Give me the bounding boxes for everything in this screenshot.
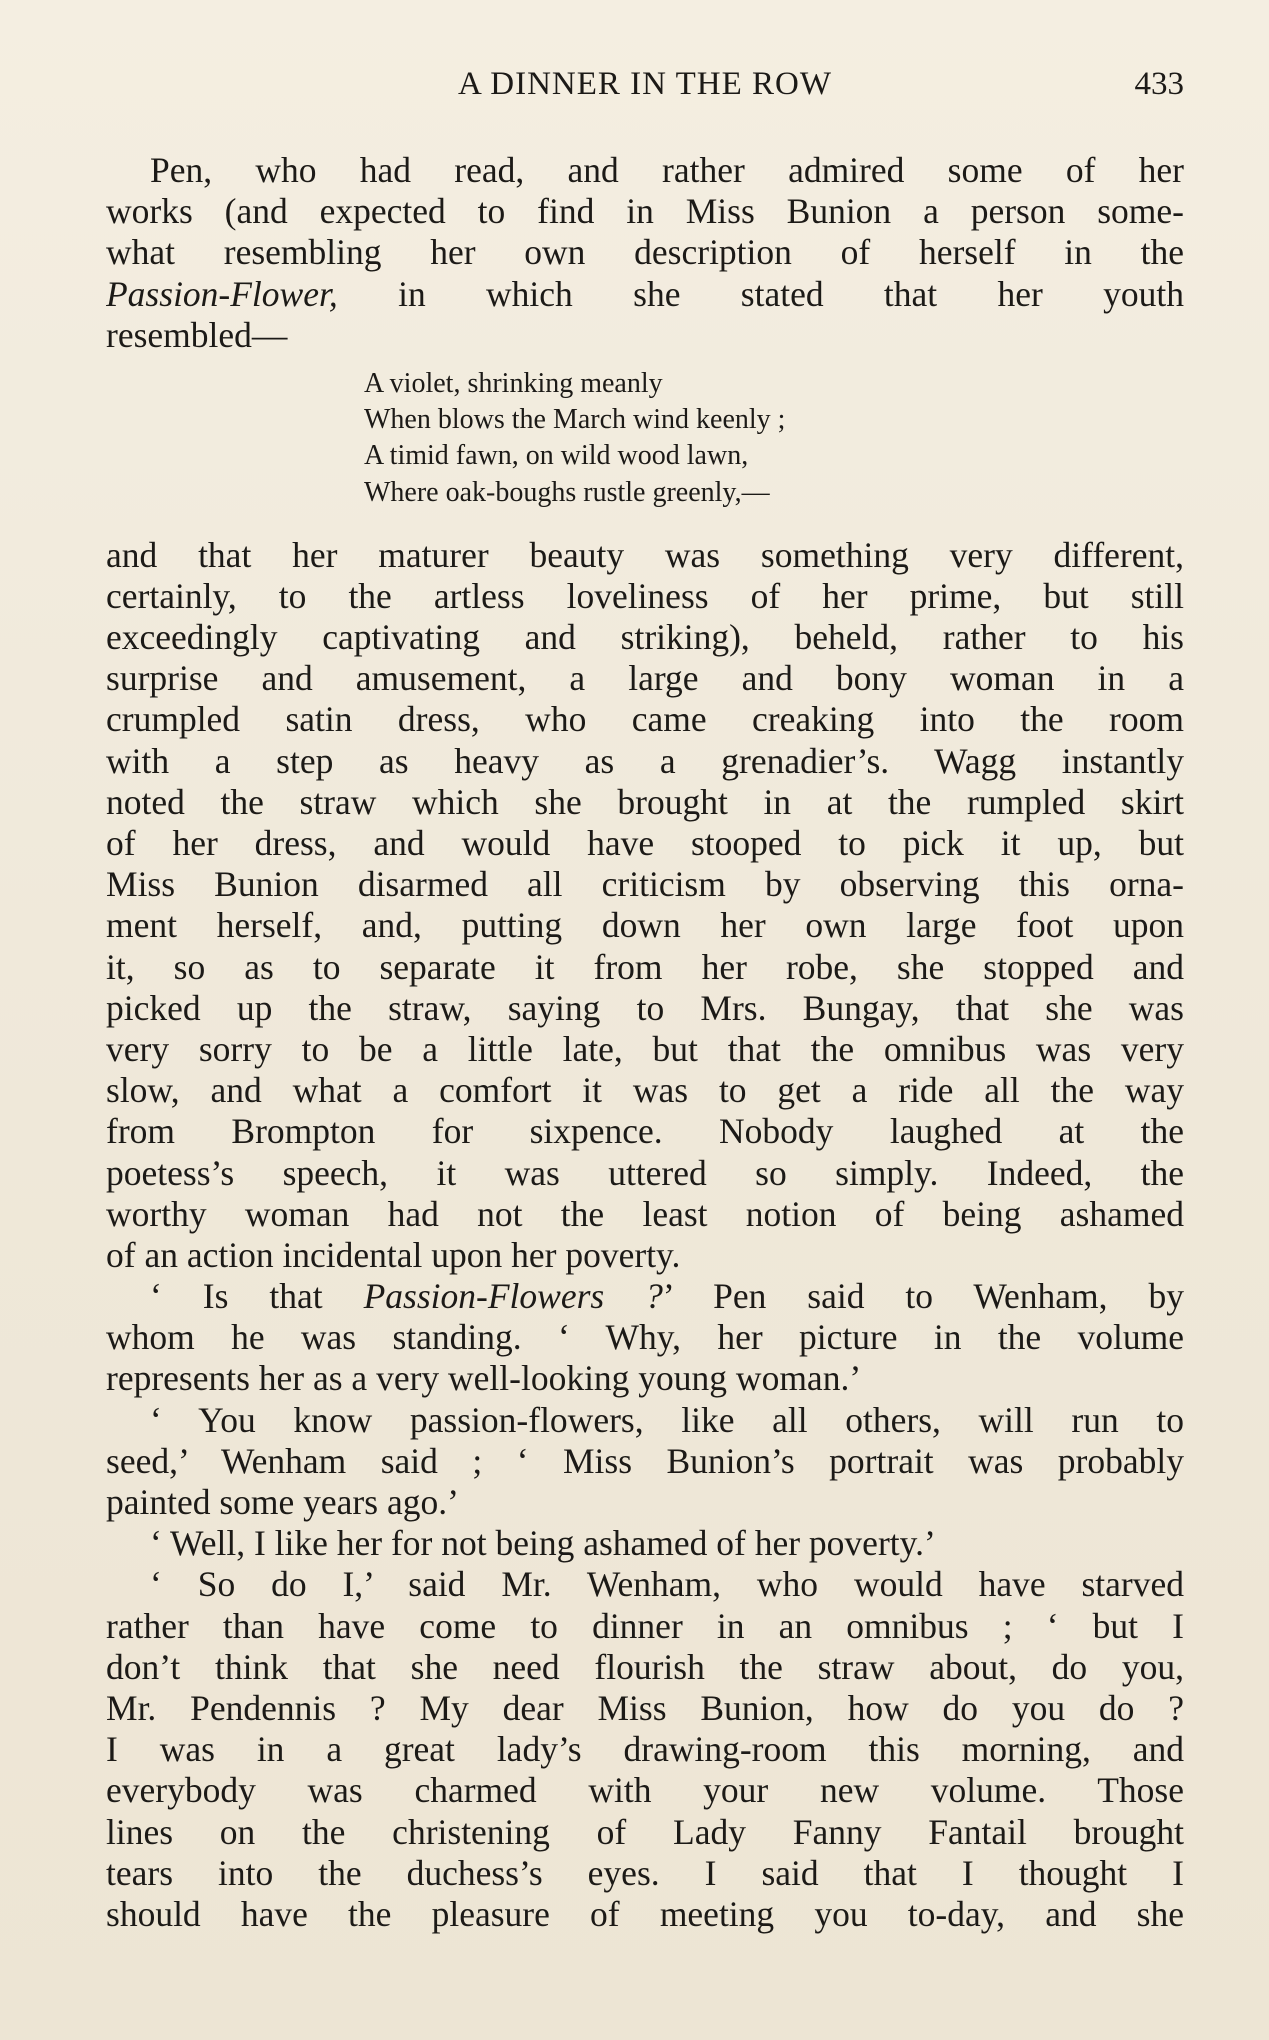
paragraph bbox=[106, 150, 1184, 356]
text-line: exceedingly captivating and striking), beheld, rather to his bbox=[106, 617, 1184, 658]
text-line: ‘ Well, I like her for not being ashamed of her poverty.’ bbox=[150, 1523, 936, 1564]
text-line: Mr. Pendennis ? My dear Miss Bunion, how do you do ? bbox=[106, 1687, 1184, 1728]
text-line: represents her as a very well-looking young woman.’ bbox=[106, 1358, 862, 1399]
body-text bbox=[106, 150, 1184, 1935]
verse-line: Where oak-boughs rustle greenly,— bbox=[364, 476, 770, 508]
text-line: everybody was charmed with your new volume. Those bbox=[106, 1770, 1184, 1811]
text-span: in which she stated that her youth bbox=[398, 273, 1184, 314]
text-line: worthy woman had not the least notion of being ashamed bbox=[106, 1193, 1184, 1234]
verse-line: A timid fawn, on wild wood lawn, bbox=[364, 440, 749, 472]
text-line: don’t think that she need flourish the straw about, do you, bbox=[106, 1646, 1184, 1687]
text-line: tears into the duchess’s eyes. I said that I thought I bbox=[106, 1852, 1184, 1893]
text-line: seed,’ Wenham said ; ‘ Miss Bunion’s portrait was probably bbox=[106, 1440, 1184, 1481]
paragraph bbox=[106, 1400, 1184, 1524]
paragraph bbox=[106, 535, 1184, 1276]
text-line: of her dress, and would have stooped to pick it up, but bbox=[106, 823, 1184, 863]
text-line: should have the pleasure of meeting you to-day, and she bbox=[106, 1893, 1184, 1934]
text-line: works (and expected to find in Miss Bunion a person some- bbox=[106, 191, 1184, 232]
italic-title: Passion-Flower, bbox=[106, 273, 338, 314]
text-line: whom he was standing. ‘ Why, her picture in the volume bbox=[106, 1317, 1184, 1358]
text-line: resembled— bbox=[106, 314, 288, 355]
verse-line: When blows the March wind keenly ; bbox=[364, 404, 786, 436]
text-line: surprise and amusement, a large and bony woman in a bbox=[106, 658, 1184, 699]
text-span: ‘ Is that bbox=[150, 1276, 323, 1317]
verse-quote bbox=[106, 356, 1184, 535]
text-span: ’ Pen said to Wenham, by bbox=[662, 1276, 1184, 1317]
text-line: Miss Bunion disarmed all criticism by observing this orna- bbox=[106, 864, 1184, 905]
text-line: ‘ So do I,’ said Mr. Wenham, who would have starved bbox=[150, 1564, 1184, 1605]
text-line: poetess’s speech, it was uttered so simply. Indeed, the bbox=[106, 1152, 1184, 1193]
paragraph bbox=[106, 1276, 1184, 1400]
text-line: noted the straw which she brought in at the rumpled skirt bbox=[106, 781, 1184, 822]
text-line: very sorry to be a little late, but that the omnibus was very bbox=[106, 1028, 1184, 1069]
text-line: ‘ You know passion-flowers, like all others, will run to bbox=[150, 1399, 1184, 1440]
text-line bbox=[106, 1276, 1184, 1317]
text-line: from Brompton for sixpence. Nobody laughed at the bbox=[106, 1111, 1184, 1152]
text-line: painted some years ago.’ bbox=[106, 1482, 459, 1522]
text-line: I was in a great lady’s drawing-room this morning, and bbox=[106, 1729, 1184, 1770]
paragraph bbox=[106, 1564, 1184, 1935]
text-line: lines on the christening of Lady Fanny Fantail brought bbox=[106, 1811, 1184, 1852]
text-line: rather than have come to dinner in an omnibus ; ‘ but I bbox=[106, 1605, 1184, 1646]
text-line: it, so as to separate it from her robe, she stopped and bbox=[106, 946, 1184, 987]
page-header bbox=[106, 66, 1184, 116]
text-line: of an action incidental upon her poverty. bbox=[106, 1234, 681, 1275]
italic-title: Passion-Flowers ? bbox=[363, 1276, 663, 1317]
running-title: A DINNER IN THE ROW bbox=[457, 66, 833, 102]
text-line: and that her maturer beauty was something very different, bbox=[106, 534, 1184, 575]
text-line: slow, and what a comfort it was to get a ride all the way bbox=[106, 1070, 1184, 1111]
text-line: what resembling her own description of herself in the bbox=[106, 232, 1184, 273]
text-line: crumpled satin dress, who came creaking into the room bbox=[106, 699, 1184, 740]
page-number: 433 bbox=[1134, 66, 1184, 102]
text-line: picked up the straw, saying to Mrs. Bungay, that she was bbox=[106, 987, 1184, 1028]
text-line: ment herself, and, putting down her own large foot upon bbox=[106, 905, 1184, 946]
paragraph bbox=[106, 1523, 1184, 1564]
text-line: certainly, to the artless loveliness of her prime, but still bbox=[106, 575, 1184, 616]
text-line: Pen, who had read, and rather admired some of her bbox=[150, 150, 1184, 190]
text-line bbox=[106, 274, 1184, 315]
verse-line: A violet, shrinking meanly bbox=[364, 367, 663, 399]
text-line: with a step as heavy as a grenadier’s. Wagg instantly bbox=[106, 740, 1184, 781]
